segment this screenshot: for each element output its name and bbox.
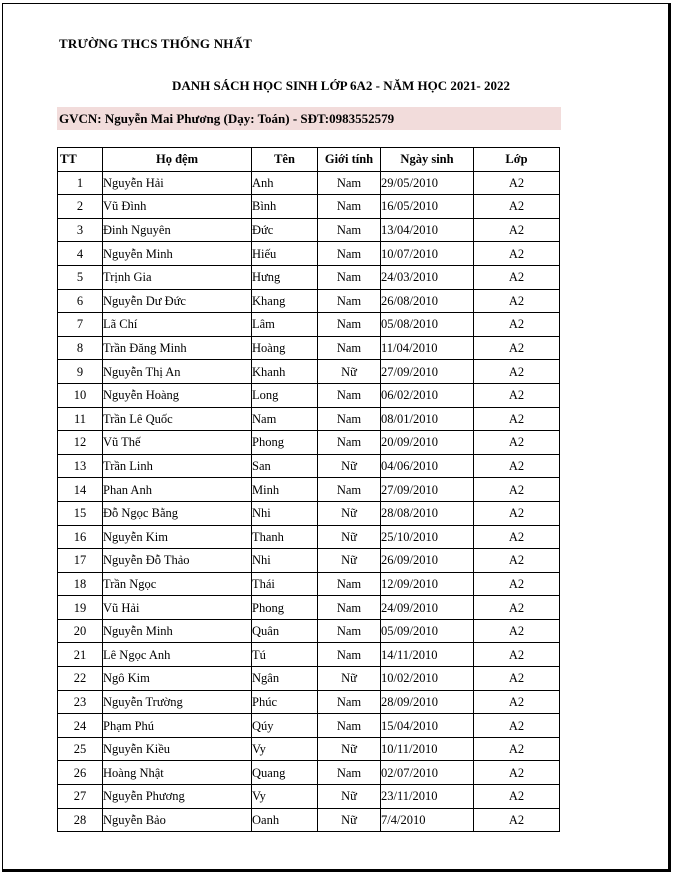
table-row — [58, 667, 560, 691]
gender-cell: Nam — [318, 313, 381, 337]
table-row — [58, 501, 560, 525]
first-name-cell: Vy — [252, 737, 318, 761]
row-number-cell: 7 — [58, 313, 103, 337]
birth-date-cell: 23/11/2010 — [381, 785, 474, 809]
first-name-cell: Thanh — [252, 525, 318, 549]
gender-cell: Nữ — [318, 549, 381, 573]
table-row — [58, 549, 560, 573]
row-number-cell: 19 — [58, 596, 103, 620]
gender-cell: Nam — [318, 643, 381, 667]
row-number-cell: 1 — [58, 171, 103, 195]
first-name-cell: Phong — [252, 596, 318, 620]
class-cell: A2 — [474, 808, 560, 832]
birth-date-cell: 24/09/2010 — [381, 596, 474, 620]
table-row — [58, 407, 560, 431]
table-row — [58, 596, 560, 620]
first-name-cell: Bình — [252, 195, 318, 219]
table-row — [58, 619, 560, 643]
birth-date-cell: 27/09/2010 — [381, 360, 474, 384]
class-cell: A2 — [474, 313, 560, 337]
birth-date-cell: 06/02/2010 — [381, 383, 474, 407]
first-name-cell: Ngân — [252, 667, 318, 691]
birth-date-cell: 7/4/2010 — [381, 808, 474, 832]
table-row — [58, 360, 560, 384]
row-number-cell: 16 — [58, 525, 103, 549]
table-row — [58, 195, 560, 219]
table-row — [58, 808, 560, 832]
row-number-cell: 25 — [58, 737, 103, 761]
first-name-cell: Long — [252, 383, 318, 407]
table-row — [58, 761, 560, 785]
last-middle-name-cell: Trần Ngọc — [103, 572, 252, 596]
class-cell: A2 — [474, 171, 560, 195]
last-middle-name-cell: Nguyễn Hải — [103, 171, 252, 195]
birth-date-cell: 04/06/2010 — [381, 454, 474, 478]
birth-date-cell: 12/09/2010 — [381, 572, 474, 596]
first-name-cell: Hiếu — [252, 242, 318, 266]
table-row — [58, 572, 560, 596]
table-row — [58, 431, 560, 455]
class-cell: A2 — [474, 690, 560, 714]
school-name: TRƯỜNG THCS THỐNG NHẤT — [59, 36, 253, 51]
last-middle-name-cell: Ngô Kim — [103, 667, 252, 691]
last-middle-name-cell: Nguyễn Đỗ Thảo — [103, 549, 252, 573]
class-cell: A2 — [474, 619, 560, 643]
birth-date-cell: 25/10/2010 — [381, 525, 474, 549]
birth-date-cell: 27/09/2010 — [381, 478, 474, 502]
birth-date-cell: 14/11/2010 — [381, 643, 474, 667]
row-number-cell: 28 — [58, 808, 103, 832]
table-row — [58, 454, 560, 478]
last-middle-name-cell: Nguyễn Phương — [103, 785, 252, 809]
gender-cell: Nữ — [318, 785, 381, 809]
table-row — [58, 714, 560, 738]
first-name-cell: Quang — [252, 761, 318, 785]
list-title: DANH SÁCH HỌC SINH LỚP 6A2 - NĂM HỌC 2021- 2022 — [171, 78, 510, 93]
last-middle-name-cell: Trần Lê Quốc — [103, 407, 252, 431]
first-name-cell: Quân — [252, 619, 318, 643]
row-number-cell: 9 — [58, 360, 103, 384]
row-number-cell: 6 — [58, 289, 103, 313]
row-number-cell: 5 — [58, 265, 103, 289]
table-row — [58, 383, 560, 407]
last-middle-name-cell: Nguyễn Kim — [103, 525, 252, 549]
last-middle-name-cell: Trần Đăng Minh — [103, 336, 252, 360]
gender-cell: Nữ — [318, 808, 381, 832]
first-name-cell: Nhi — [252, 501, 318, 525]
header-class: Lớp — [474, 148, 560, 172]
table-row — [58, 690, 560, 714]
class-cell: A2 — [474, 289, 560, 313]
birth-date-cell: 08/01/2010 — [381, 407, 474, 431]
last-middle-name-cell: Nguyễn Hoàng — [103, 383, 252, 407]
last-middle-name-cell: Đinh Nguyên — [103, 218, 252, 242]
table-row — [58, 785, 560, 809]
class-cell: A2 — [474, 572, 560, 596]
table-header-row — [58, 148, 560, 172]
last-middle-name-cell: Nguyễn Trường — [103, 690, 252, 714]
class-cell: A2 — [474, 218, 560, 242]
last-middle-name-cell: Vũ Thế — [103, 431, 252, 455]
header-gender: Giới tính — [318, 148, 381, 172]
birth-date-cell: 05/08/2010 — [381, 313, 474, 337]
class-cell: A2 — [474, 785, 560, 809]
row-number-cell: 17 — [58, 549, 103, 573]
gender-cell: Nam — [318, 265, 381, 289]
first-name-cell: Oanh — [252, 808, 318, 832]
class-cell: A2 — [474, 360, 560, 384]
birth-date-cell: 16/05/2010 — [381, 195, 474, 219]
last-middle-name-cell: Vũ Hải — [103, 596, 252, 620]
table-row — [58, 289, 560, 313]
birth-date-cell: 24/03/2010 — [381, 265, 474, 289]
birth-date-cell: 26/09/2010 — [381, 549, 474, 573]
table-row — [58, 313, 560, 337]
gender-cell: Nam — [318, 383, 381, 407]
first-name-cell: Anh — [252, 171, 318, 195]
row-number-cell: 24 — [58, 714, 103, 738]
birth-date-cell: 13/04/2010 — [381, 218, 474, 242]
gender-cell: Nam — [318, 596, 381, 620]
birth-date-cell: 10/07/2010 — [381, 242, 474, 266]
first-name-cell: Khang — [252, 289, 318, 313]
table-row — [58, 478, 560, 502]
birth-date-cell: 28/09/2010 — [381, 690, 474, 714]
student-roster-table — [57, 147, 560, 832]
gender-cell: Nam — [318, 619, 381, 643]
last-middle-name-cell: Đỗ Ngọc Bằng — [103, 501, 252, 525]
last-middle-name-cell: Nguyễn Thị An — [103, 360, 252, 384]
row-number-cell: 27 — [58, 785, 103, 809]
gender-cell: Nữ — [318, 667, 381, 691]
last-middle-name-cell: Trần Linh — [103, 454, 252, 478]
first-name-cell: Phong — [252, 431, 318, 455]
header-dob: Ngày sinh — [381, 148, 474, 172]
row-number-cell: 12 — [58, 431, 103, 455]
row-number-cell: 8 — [58, 336, 103, 360]
birth-date-cell: 15/04/2010 — [381, 714, 474, 738]
last-middle-name-cell: Trịnh Gia — [103, 265, 252, 289]
gender-cell: Nam — [318, 478, 381, 502]
birth-date-cell: 10/02/2010 — [381, 667, 474, 691]
gender-cell: Nữ — [318, 525, 381, 549]
last-middle-name-cell: Nguyễn Dư Đức — [103, 289, 252, 313]
class-cell: A2 — [474, 549, 560, 573]
first-name-cell: Thái — [252, 572, 318, 596]
first-name-cell: Hoàng — [252, 336, 318, 360]
gender-cell: Nữ — [318, 454, 381, 478]
homeroom-teacher-line: GVCN: Nguyễn Mai Phương (Dạy: Toán) - SĐT:0983552579 — [57, 107, 561, 130]
row-number-cell: 10 — [58, 383, 103, 407]
row-number-cell: 23 — [58, 690, 103, 714]
last-middle-name-cell: Nguyễn Minh — [103, 242, 252, 266]
class-cell: A2 — [474, 525, 560, 549]
birth-date-cell: 11/04/2010 — [381, 336, 474, 360]
gender-cell: Nam — [318, 218, 381, 242]
row-number-cell: 14 — [58, 478, 103, 502]
last-middle-name-cell: Phan Anh — [103, 478, 252, 502]
gender-cell: Nữ — [318, 360, 381, 384]
class-cell: A2 — [474, 501, 560, 525]
first-name-cell: Tú — [252, 643, 318, 667]
gender-cell: Nữ — [318, 501, 381, 525]
last-middle-name-cell: Vũ Đình — [103, 195, 252, 219]
class-cell: A2 — [474, 336, 560, 360]
table-row — [58, 218, 560, 242]
row-number-cell: 21 — [58, 643, 103, 667]
first-name-cell: Vy — [252, 785, 318, 809]
first-name-cell: Khanh — [252, 360, 318, 384]
table-row — [58, 525, 560, 549]
first-name-cell: Phúc — [252, 690, 318, 714]
header-lastname: Họ đệm — [103, 148, 252, 172]
gender-cell: Nam — [318, 431, 381, 455]
class-cell: A2 — [474, 454, 560, 478]
row-number-cell: 4 — [58, 242, 103, 266]
table-row — [58, 643, 560, 667]
table-row — [58, 265, 560, 289]
first-name-cell: Nhi — [252, 549, 318, 573]
class-cell: A2 — [474, 431, 560, 455]
class-cell: A2 — [474, 714, 560, 738]
gender-cell: Nữ — [318, 737, 381, 761]
first-name-cell: San — [252, 454, 318, 478]
first-name-cell: Hưng — [252, 265, 318, 289]
last-middle-name-cell: Lê Ngọc Anh — [103, 643, 252, 667]
birth-date-cell: 29/05/2010 — [381, 171, 474, 195]
table-row — [58, 242, 560, 266]
first-name-cell: Nam — [252, 407, 318, 431]
class-cell: A2 — [474, 737, 560, 761]
birth-date-cell: 26/08/2010 — [381, 289, 474, 313]
gender-cell: Nam — [318, 690, 381, 714]
last-middle-name-cell: Phạm Phú — [103, 714, 252, 738]
class-cell: A2 — [474, 478, 560, 502]
gender-cell: Nam — [318, 714, 381, 738]
class-cell: A2 — [474, 265, 560, 289]
last-middle-name-cell: Nguyễn Bảo — [103, 808, 252, 832]
birth-date-cell: 20/09/2010 — [381, 431, 474, 455]
header-firstname: Tên — [252, 148, 318, 172]
last-middle-name-cell: Nguyễn Kiều — [103, 737, 252, 761]
first-name-cell: Đức — [252, 218, 318, 242]
table-body — [58, 171, 560, 832]
table-row — [58, 737, 560, 761]
class-cell: A2 — [474, 195, 560, 219]
row-number-cell: 2 — [58, 195, 103, 219]
class-cell: A2 — [474, 761, 560, 785]
gender-cell: Nam — [318, 572, 381, 596]
last-middle-name-cell: Nguyễn Minh — [103, 619, 252, 643]
gender-cell: Nam — [318, 761, 381, 785]
class-cell: A2 — [474, 383, 560, 407]
class-cell: A2 — [474, 596, 560, 620]
gender-cell: Nam — [318, 195, 381, 219]
last-middle-name-cell: Hoàng Nhật — [103, 761, 252, 785]
row-number-cell: 11 — [58, 407, 103, 431]
gender-cell: Nam — [318, 407, 381, 431]
class-cell: A2 — [474, 407, 560, 431]
row-number-cell: 20 — [58, 619, 103, 643]
header-tt: TT — [58, 148, 103, 172]
row-number-cell: 22 — [58, 667, 103, 691]
class-cell: A2 — [474, 242, 560, 266]
birth-date-cell: 02/07/2010 — [381, 761, 474, 785]
class-cell: A2 — [474, 667, 560, 691]
gender-cell: Nam — [318, 242, 381, 266]
gender-cell: Nam — [318, 171, 381, 195]
row-number-cell: 26 — [58, 761, 103, 785]
first-name-cell: Lâm — [252, 313, 318, 337]
class-cell: A2 — [474, 643, 560, 667]
birth-date-cell: 28/08/2010 — [381, 501, 474, 525]
first-name-cell: Minh — [252, 478, 318, 502]
table-row — [58, 171, 560, 195]
birth-date-cell: 10/11/2010 — [381, 737, 474, 761]
birth-date-cell: 05/09/2010 — [381, 619, 474, 643]
last-middle-name-cell: Lã Chí — [103, 313, 252, 337]
row-number-cell: 15 — [58, 501, 103, 525]
row-number-cell: 3 — [58, 218, 103, 242]
row-number-cell: 18 — [58, 572, 103, 596]
first-name-cell: Qúy — [252, 714, 318, 738]
gender-cell: Nam — [318, 336, 381, 360]
table-row — [58, 336, 560, 360]
gender-cell: Nam — [318, 289, 381, 313]
row-number-cell: 13 — [58, 454, 103, 478]
